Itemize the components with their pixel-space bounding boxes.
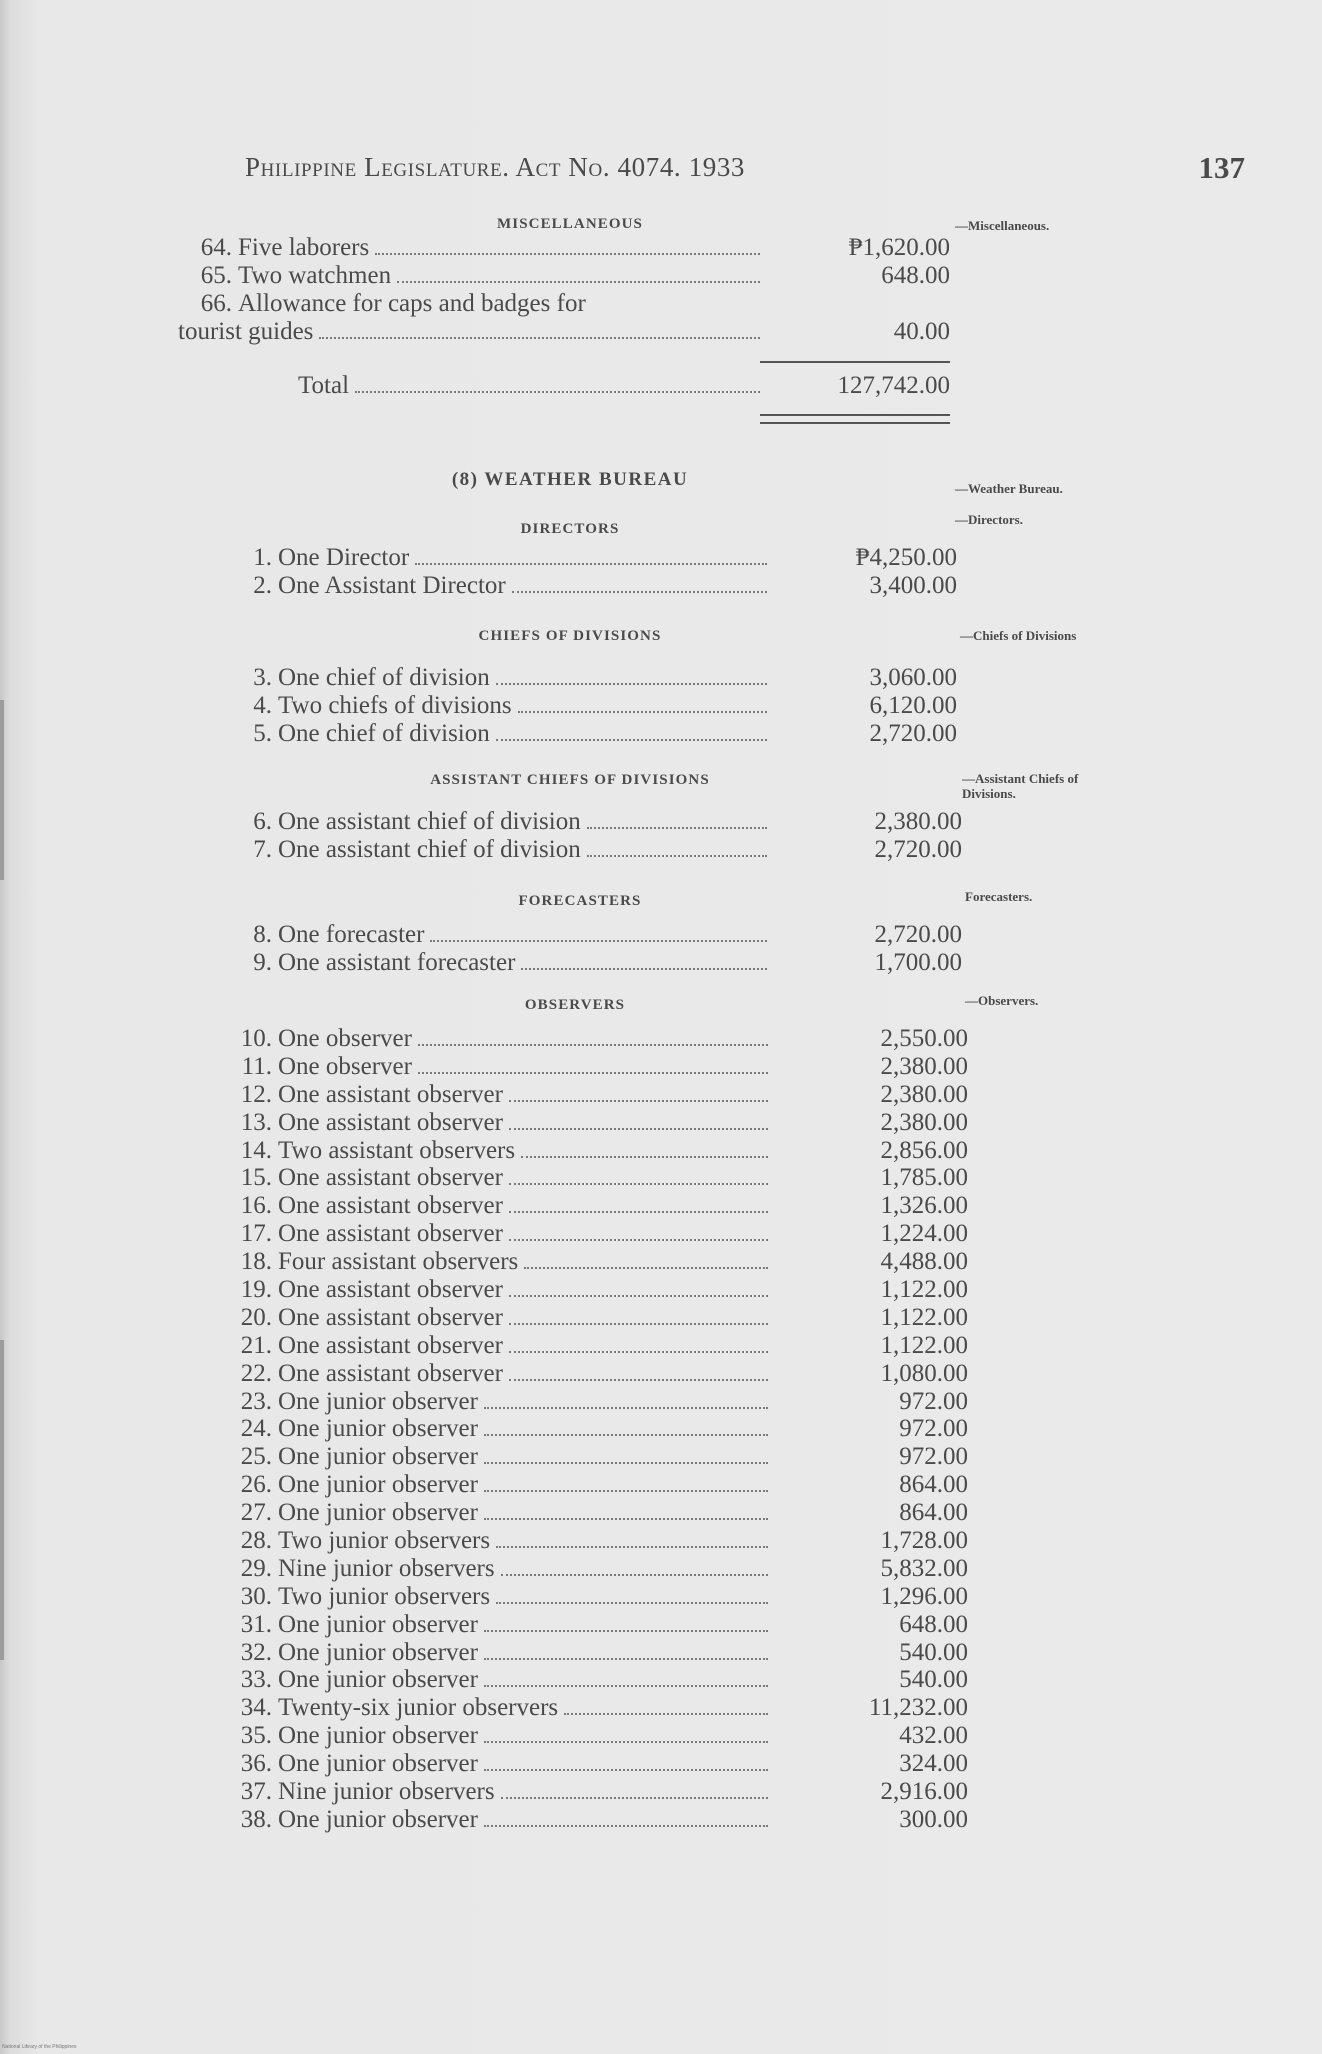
item-number: 17. xyxy=(240,1220,272,1248)
item-description: One junior observer xyxy=(278,1666,478,1694)
total-double-rule xyxy=(760,414,950,424)
item-description: One assistant observer xyxy=(278,1359,503,1387)
list-item xyxy=(200,1025,968,1053)
list-item xyxy=(200,1750,968,1778)
item-description: One junior observer xyxy=(278,1443,478,1471)
list-item xyxy=(200,1081,968,1109)
dot-leader xyxy=(484,1769,768,1771)
list-item xyxy=(200,1304,968,1332)
item-amount: 2,550.00 xyxy=(880,1025,968,1052)
item-description: tourist guides xyxy=(178,318,314,345)
margin-note-observers: —Observers. xyxy=(965,993,1039,1008)
item-number: 10. xyxy=(240,1025,272,1052)
item-amount: 1,700.00 xyxy=(874,949,962,976)
item-description: One assistant observer xyxy=(278,1108,503,1136)
item-number: 64. xyxy=(200,234,232,261)
section-heading-forecasters: FORECASTERS xyxy=(518,893,642,909)
list-item xyxy=(200,1666,968,1694)
item-amount: 300.00 xyxy=(899,1805,968,1833)
item-number: 66. xyxy=(200,290,232,317)
subtotal-rule xyxy=(760,361,950,363)
item-description: One assistant observer xyxy=(278,1331,503,1359)
item-description: One observer xyxy=(278,1052,412,1080)
dot-leader xyxy=(484,1825,768,1827)
item-description: One junior observer xyxy=(278,1638,478,1666)
item-description: Nine junior observers xyxy=(278,1554,495,1582)
item-amount: 1,122.00 xyxy=(880,1276,968,1304)
item-amount: ₱4,250.00 xyxy=(855,544,957,571)
total-amount: 127,742.00 xyxy=(837,372,950,399)
item-amount: 648.00 xyxy=(881,262,950,289)
item-amount: 6,120.00 xyxy=(869,692,957,719)
item-amount: 2,720.00 xyxy=(874,836,962,863)
item-amount: 2,380.00 xyxy=(880,1052,968,1080)
item-amount: 2,380.00 xyxy=(880,1108,968,1136)
list-item-continuation xyxy=(178,318,950,346)
dot-leader xyxy=(521,968,767,970)
list-item xyxy=(200,1443,968,1471)
item-amount: 648.00 xyxy=(899,1610,968,1638)
list-item xyxy=(200,1527,968,1555)
item-number: 2. xyxy=(253,572,272,599)
total-label: Total xyxy=(298,372,350,399)
item-number: 8. xyxy=(253,921,272,948)
item-number: 20. xyxy=(240,1303,272,1331)
dot-leader xyxy=(509,1239,768,1241)
list-item xyxy=(200,1639,968,1667)
item-amount: 864.00 xyxy=(899,1499,968,1527)
list-item xyxy=(200,1137,968,1165)
margin-note-chiefs: —Chiefs of Divisions xyxy=(960,628,1077,643)
section-heading-directors: DIRECTORS xyxy=(520,521,620,537)
list-item xyxy=(200,808,962,836)
item-amount: 4,488.00 xyxy=(880,1248,968,1276)
dot-leader xyxy=(397,281,760,283)
item-number: 29. xyxy=(240,1554,272,1582)
item-number: 35. xyxy=(240,1722,272,1750)
item-number: 5. xyxy=(253,720,272,747)
item-description: One assistant observer xyxy=(278,1164,503,1192)
dot-leader xyxy=(484,1434,768,1436)
scan-edge-mark xyxy=(0,700,4,880)
list-item xyxy=(200,1332,968,1360)
item-number: 3. xyxy=(253,664,272,691)
miscellaneous-list xyxy=(170,234,950,346)
item-number: 22. xyxy=(240,1359,272,1387)
list-item xyxy=(200,1722,968,1750)
dot-leader xyxy=(518,711,767,713)
list-item xyxy=(200,921,962,949)
dot-leader xyxy=(524,1267,768,1269)
item-description: One assistant chief of division xyxy=(278,808,581,835)
list-item xyxy=(200,1694,968,1722)
item-description: One junior observer xyxy=(278,1471,478,1499)
dot-leader xyxy=(484,1518,768,1520)
item-amount: 2,720.00 xyxy=(874,921,962,948)
item-amount: 3,060.00 xyxy=(869,664,957,691)
item-number: 19. xyxy=(240,1276,272,1304)
item-description: One assistant observer xyxy=(278,1276,503,1304)
item-amount: 5,832.00 xyxy=(880,1554,968,1582)
dot-leader xyxy=(509,1183,768,1185)
item-number: 12. xyxy=(240,1080,272,1108)
item-amount: 2,916.00 xyxy=(880,1778,968,1806)
dot-leader xyxy=(509,1100,768,1102)
item-number: 33. xyxy=(240,1666,272,1694)
list-item xyxy=(200,1192,968,1220)
item-number: 28. xyxy=(240,1527,272,1555)
item-number: 15. xyxy=(240,1164,272,1192)
item-description: Nine junior observers xyxy=(278,1778,495,1806)
dot-leader xyxy=(509,1379,768,1381)
list-item xyxy=(200,720,957,748)
dot-leader xyxy=(484,1490,768,1492)
dot-leader xyxy=(484,1462,768,1464)
item-description: One observer xyxy=(278,1025,412,1052)
item-description: One junior observer xyxy=(278,1610,478,1638)
item-amount: 2,856.00 xyxy=(880,1136,968,1164)
list-item xyxy=(200,664,957,692)
dot-leader xyxy=(509,1211,768,1213)
item-number: 37. xyxy=(240,1778,272,1806)
item-description: Two junior observers xyxy=(278,1527,491,1555)
item-number: 34. xyxy=(240,1694,272,1722)
item-number: 6. xyxy=(253,808,272,835)
item-description: One Director xyxy=(278,544,410,571)
chiefs-list xyxy=(200,664,957,748)
item-amount: 864.00 xyxy=(899,1471,968,1499)
margin-note-directors: —Directors. xyxy=(955,512,1023,527)
dot-leader xyxy=(521,1156,768,1158)
bureau-heading: (8) WEATHER BUREAU xyxy=(451,469,689,490)
item-number: 24. xyxy=(240,1415,272,1443)
dot-leader xyxy=(587,827,767,829)
dot-leader xyxy=(496,1602,768,1604)
item-description: Two junior observers xyxy=(278,1582,491,1610)
item-amount: 2,720.00 xyxy=(869,720,957,747)
list-item xyxy=(170,234,950,262)
item-description: One assistant forecaster xyxy=(278,949,516,976)
section-heading-chiefs: CHIEFS OF DIVISIONS xyxy=(478,628,662,644)
margin-note-forecasters: Forecasters. xyxy=(965,889,1033,904)
item-number: 65. xyxy=(200,262,232,289)
item-description: One assistant observer xyxy=(278,1303,503,1331)
page-number: 137 xyxy=(1198,150,1245,185)
item-number: 32. xyxy=(240,1638,272,1666)
total-row xyxy=(170,372,950,400)
list-item xyxy=(200,1360,968,1388)
dot-leader xyxy=(355,391,760,393)
dot-leader xyxy=(509,1351,768,1353)
running-title: Philippine Legislature. Act No. 4074. 1933 xyxy=(245,152,746,182)
item-description: One assistant observer xyxy=(278,1192,503,1220)
item-amount: 972.00 xyxy=(899,1415,968,1443)
scan-edge-mark xyxy=(0,1340,4,1660)
item-description: One assistant observer xyxy=(278,1220,503,1248)
item-number: 27. xyxy=(240,1499,272,1527)
item-description: Five laborers xyxy=(238,234,370,261)
list-item xyxy=(200,1499,968,1527)
item-amount: 1,122.00 xyxy=(880,1303,968,1331)
page-header xyxy=(245,150,1245,190)
item-number: 9. xyxy=(253,949,272,976)
list-item xyxy=(200,1276,968,1304)
item-amount: 972.00 xyxy=(899,1387,968,1415)
item-number: 11. xyxy=(241,1052,272,1080)
miscellaneous-total xyxy=(170,372,950,400)
section-heading-miscellaneous: MISCELLANEOUS xyxy=(497,216,643,232)
list-item xyxy=(200,1220,968,1248)
dot-leader xyxy=(484,1685,768,1687)
item-amount: 540.00 xyxy=(899,1638,968,1666)
item-amount: 1,080.00 xyxy=(880,1359,968,1387)
item-number: 4. xyxy=(253,692,272,719)
dot-leader xyxy=(415,563,767,565)
dot-leader xyxy=(496,683,767,685)
item-number: 25. xyxy=(240,1443,272,1471)
item-amount: 3,400.00 xyxy=(869,572,957,599)
item-description: One junior observer xyxy=(278,1805,478,1833)
dot-leader xyxy=(501,1574,768,1576)
item-description: One chief of division xyxy=(278,720,490,747)
item-amount: 11,232.00 xyxy=(868,1694,968,1722)
item-number: 21. xyxy=(240,1331,272,1359)
dot-leader xyxy=(484,1741,768,1743)
directors-list xyxy=(200,544,957,600)
item-description: One Assistant Director xyxy=(278,572,506,599)
margin-note-miscellaneous: —Miscellaneous. xyxy=(955,218,1050,233)
item-amount: 1,224.00 xyxy=(880,1220,968,1248)
dot-leader xyxy=(484,1407,768,1409)
list-item xyxy=(200,1415,968,1443)
item-amount: 1,122.00 xyxy=(880,1331,968,1359)
list-item xyxy=(200,572,957,600)
item-number: 13. xyxy=(240,1108,272,1136)
dot-leader xyxy=(418,1072,768,1074)
item-amount: 1,326.00 xyxy=(880,1192,968,1220)
dot-leader xyxy=(564,1713,768,1715)
list-item xyxy=(200,544,957,572)
item-amount: 2,380.00 xyxy=(874,808,962,835)
dot-leader xyxy=(430,940,767,942)
list-item xyxy=(200,1248,968,1276)
list-item xyxy=(200,1583,968,1611)
dot-leader xyxy=(509,1295,768,1297)
list-item xyxy=(200,1388,968,1416)
item-amount: 1,296.00 xyxy=(880,1582,968,1610)
item-number: 1. xyxy=(253,544,272,571)
dot-leader xyxy=(501,1797,768,1799)
dot-leader xyxy=(512,591,767,593)
item-amount: 540.00 xyxy=(899,1666,968,1694)
item-amount: 2,380.00 xyxy=(880,1080,968,1108)
dot-leader xyxy=(484,1658,768,1660)
item-amount: 972.00 xyxy=(899,1443,968,1471)
item-description: One assistant chief of division xyxy=(278,836,581,863)
list-item xyxy=(200,1109,968,1137)
dot-leader xyxy=(587,855,767,857)
item-description: One assistant observer xyxy=(278,1080,503,1108)
item-description: Two assistant observers xyxy=(278,1136,516,1164)
dot-leader xyxy=(319,337,760,339)
list-item xyxy=(200,949,962,977)
list-item xyxy=(200,836,962,864)
dot-leader xyxy=(496,739,767,741)
item-number: 30. xyxy=(240,1582,272,1610)
section-heading-assistant-chiefs: ASSISTANT CHIEFS OF DIVISIONS xyxy=(430,772,710,788)
dot-leader xyxy=(509,1323,768,1325)
item-number: 31. xyxy=(240,1610,272,1638)
list-item xyxy=(170,290,950,318)
dot-leader xyxy=(375,253,760,255)
item-description: One junior observer xyxy=(278,1387,478,1415)
item-amount: 40.00 xyxy=(893,318,950,345)
list-item xyxy=(200,1611,968,1639)
margin-note-weather-bureau: —Weather Bureau. xyxy=(955,481,1063,496)
item-amount: 1,785.00 xyxy=(880,1164,968,1192)
dot-leader xyxy=(484,1630,768,1632)
item-description: Two watchmen xyxy=(238,262,392,289)
item-amount: ₱1,620.00 xyxy=(848,234,950,261)
item-description: One chief of division xyxy=(278,664,490,691)
item-description: Allowance for caps and badges for xyxy=(238,290,586,317)
item-number: 23. xyxy=(240,1387,272,1415)
item-number: 14. xyxy=(240,1136,272,1164)
scan-footer-tag: National Library of the Philippines xyxy=(2,2044,77,2050)
list-item xyxy=(200,1471,968,1499)
item-amount: 432.00 xyxy=(899,1722,968,1750)
list-item xyxy=(200,692,957,720)
item-number: 18. xyxy=(240,1248,272,1276)
item-number: 26. xyxy=(240,1471,272,1499)
item-number: 16. xyxy=(240,1192,272,1220)
list-item xyxy=(200,1053,968,1081)
item-description: One junior observer xyxy=(278,1415,478,1443)
forecasters-list xyxy=(200,921,962,977)
item-description: Twenty-six junior observers xyxy=(278,1694,559,1722)
list-item xyxy=(200,1164,968,1192)
dot-leader xyxy=(418,1044,768,1046)
list-item xyxy=(200,1778,968,1806)
margin-note-assistant-chiefs-continued: Divisions. xyxy=(962,786,1016,801)
list-item xyxy=(170,262,950,290)
dot-leader xyxy=(496,1546,768,1548)
item-description: One junior observer xyxy=(278,1499,478,1527)
item-description: Two chiefs of divisions xyxy=(278,692,512,719)
item-number: 7. xyxy=(253,836,272,863)
dot-leader xyxy=(509,1128,768,1130)
item-description: Four assistant observers xyxy=(278,1248,519,1276)
list-item xyxy=(200,1806,968,1834)
item-amount: 324.00 xyxy=(899,1750,968,1778)
item-amount: 1,728.00 xyxy=(880,1527,968,1555)
item-number: 38. xyxy=(240,1805,272,1833)
item-description: One junior observer xyxy=(278,1750,478,1778)
assistant-chiefs-list xyxy=(200,808,962,864)
margin-note-assistant-chiefs: —Assistant Chiefs of xyxy=(962,771,1079,786)
item-number: 36. xyxy=(240,1750,272,1778)
section-heading-observers: OBSERVERS xyxy=(524,997,626,1013)
item-description: One junior observer xyxy=(278,1722,478,1750)
list-item xyxy=(200,1555,968,1583)
item-description: One forecaster xyxy=(278,921,425,948)
observers-list xyxy=(200,1025,968,1834)
